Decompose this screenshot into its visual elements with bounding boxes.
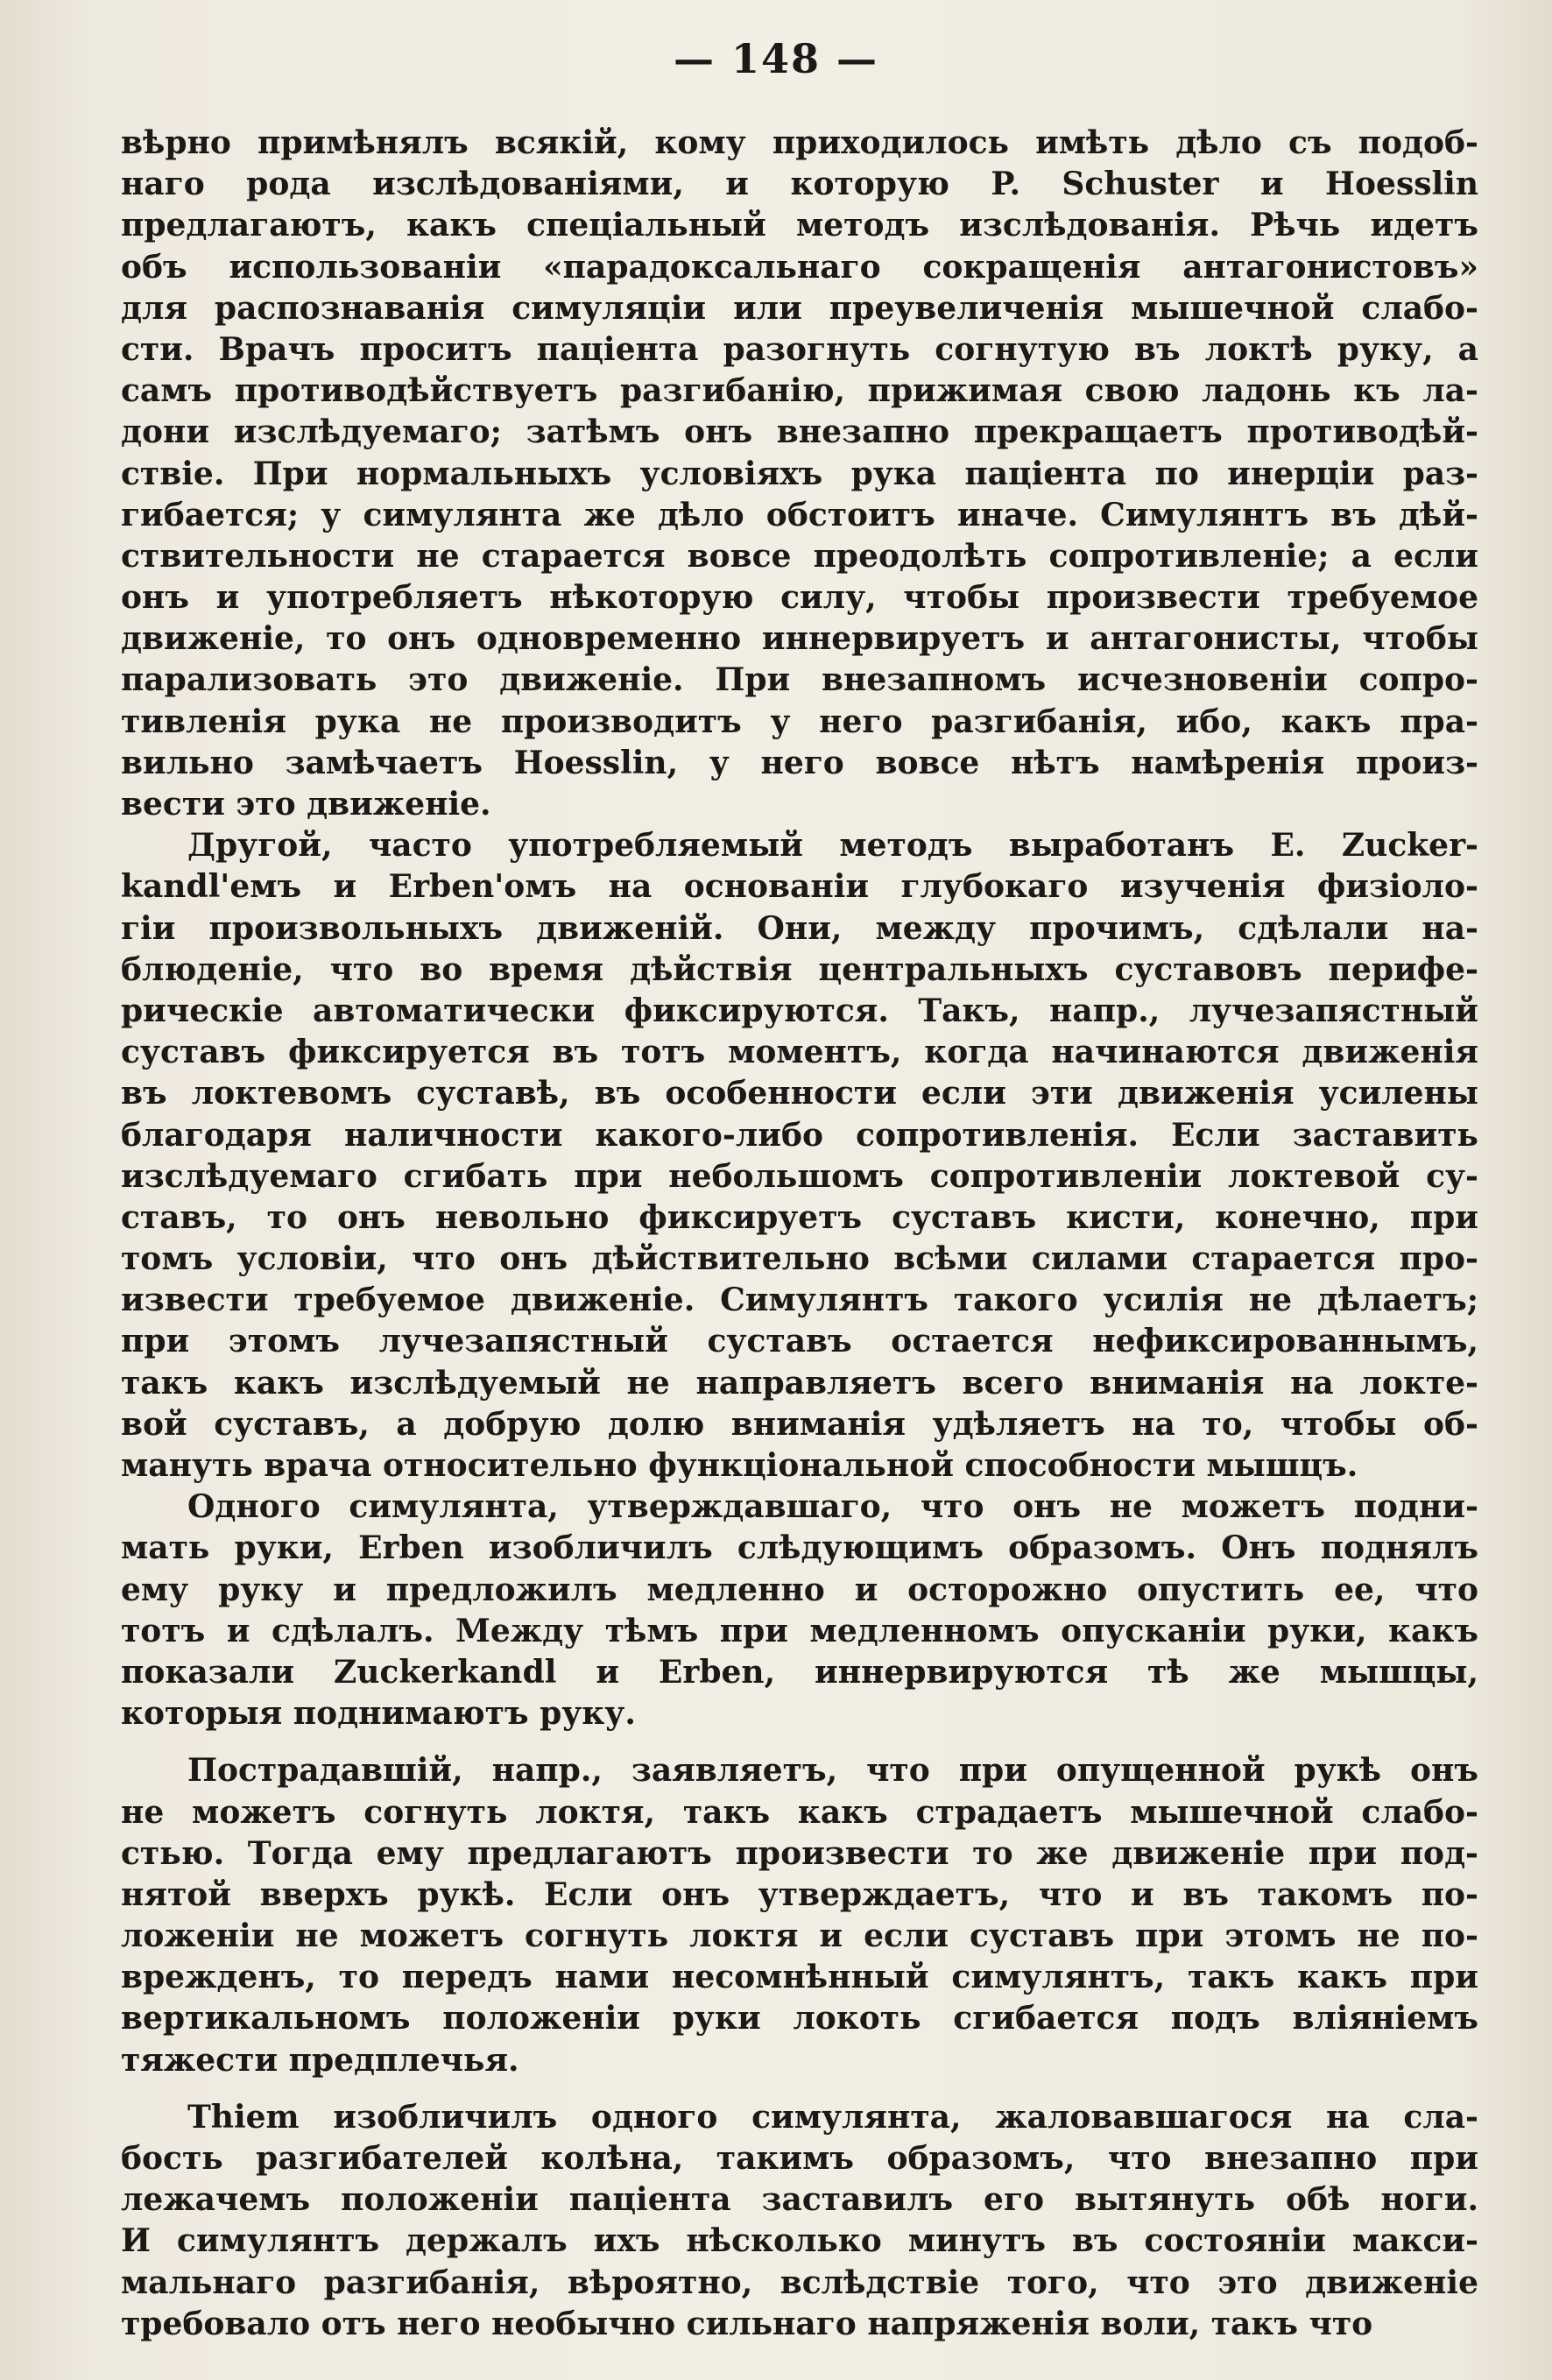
text-line: не можетъ согнуть локтя, такъ какъ страдаетъ мышечной слабо- xyxy=(121,1793,1478,1831)
text-line: при этомъ лучезапястный суставъ остается нефиксированнымъ, xyxy=(121,1323,1478,1360)
text-line: вести это движеніе. xyxy=(121,786,491,823)
text-line: движеніе, то онъ одновременно иннервируетъ и антагонисты, чтобы xyxy=(121,620,1478,658)
text-line: тяжести предплечья. xyxy=(121,2041,519,2079)
text-line: парализовать это движеніе. При внезапномъ исчезновеніи сопро- xyxy=(121,661,1478,699)
text-line: ложеніи не можетъ согнуть локтя и если суставъ при этомъ не по- xyxy=(121,1917,1478,1955)
text-line: объ использованіи «парадоксальнаго сокращенія антагонистовъ» xyxy=(121,248,1478,286)
text-line: суставъ фиксируется въ тотъ моментъ, когда начинаются движенія xyxy=(121,1034,1478,1071)
text-line: требовало отъ него необычно сильнаго напряженія воли, такъ что xyxy=(121,2305,1373,2342)
text-line: вѣрно примѣнялъ всякій, кому приходилось имѣть дѣло съ подоб- xyxy=(121,124,1478,161)
body-text xyxy=(121,123,1478,2345)
text-line: Одного симулянта, утверждавшаго, что онъ не можетъ подни- xyxy=(187,1488,1478,1526)
text-line: такъ какъ изслѣдуемый не направляетъ всего вниманія на локте- xyxy=(121,1364,1478,1402)
text-line: предлагаютъ, какъ спеціальный методъ изслѣдованія. Рѣчь идетъ xyxy=(121,207,1478,244)
text-line: наго рода изслѣдованіями, и которую P. Schuster и Hoesslin xyxy=(121,166,1478,203)
text-line: kandl'емъ и Erben'омъ на основаніи глубокаго изученія физіоло- xyxy=(121,868,1478,906)
text-line: мальнаго разгибанія, вѣроятно, вслѣдствіе того, что это движеніе xyxy=(121,2263,1478,2301)
page-number: — 148 — xyxy=(673,35,879,82)
text-line: Другой, часто употребляемый методъ выработанъ E. Zucker- xyxy=(187,827,1478,865)
text-line: благодаря наличности какого-либо сопротивленія. Если заставить xyxy=(121,1116,1478,1154)
text-line: мать руки, Erben изобличилъ слѣдующимъ образомъ. Онъ поднялъ xyxy=(121,1529,1478,1567)
text-line: рическіе автоматически фиксируются. Такъ, напр., лучезапястный xyxy=(121,992,1478,1029)
text-line: Thiem изобличилъ одного симулянта, жаловавшагося на сла- xyxy=(187,2098,1478,2136)
text-line: стью. Тогда ему предлагаютъ произвести то же движеніе при под- xyxy=(121,1834,1478,1872)
text-line: изслѣдуемаго сгибать при небольшомъ сопротивленіи локтевой су- xyxy=(121,1157,1478,1195)
text-line: которыя поднимаютъ руку. xyxy=(121,1695,636,1733)
paragraph xyxy=(121,1487,1478,1734)
text-line: онъ и употребляетъ нѣкоторую силу, чтобы произвести требуемое xyxy=(121,579,1478,617)
text-line: дони изслѣдуемаго; затѣмъ онъ внезапно прекращаетъ противодѣй- xyxy=(121,413,1478,451)
text-line: гіи произвольныхъ движеній. Они, между прочимъ, сдѣлали на- xyxy=(121,909,1478,947)
text-line: бость разгибателей колѣна, такимъ образомъ, что внезапно при xyxy=(121,2140,1478,2177)
text-line: показали Zuckerkandl и Erben, иннервируются тѣ же мышцы, xyxy=(121,1653,1478,1691)
text-line: нятой вверхъ рукѣ. Если онъ утверждаетъ, что и въ такомъ по- xyxy=(121,1875,1478,1913)
text-line: вильно замѣчаетъ Hoesslin, у него вовсе нѣтъ намѣренія произ- xyxy=(121,744,1478,781)
text-line: тивленія рука не производитъ у него разгибанія, ибо, какъ пра- xyxy=(121,703,1478,740)
text-line: ствительности не старается вовсе преодолѣть сопротивленіе; а если xyxy=(121,537,1478,575)
text-line: тотъ и сдѣлалъ. Между тѣмъ при медленномъ опусканіи руки, какъ xyxy=(121,1612,1478,1649)
text-line: вертикальномъ положеніи руки локоть сгибается подъ вліяніемъ xyxy=(121,2000,1478,2037)
text-line: ему руку и предложилъ медленно и осторожно опустить ее, что xyxy=(121,1571,1478,1608)
paragraph-gap xyxy=(121,1734,1478,1750)
text-line: для распознаванія симуляціи или преувеличенія мышечной слабо- xyxy=(121,289,1478,327)
text-line: вой суставъ, а добрую долю вниманія удѣляетъ на то, чтобы об- xyxy=(121,1405,1478,1443)
text-line: самъ противодѣйствуетъ разгибанію, прижимая свою ладонь къ ла- xyxy=(121,372,1478,410)
text-line: ставъ, то онъ невольно фиксируетъ суставъ кисти, конечно, при xyxy=(121,1198,1478,1236)
text-line: И симулянтъ держалъ ихъ нѣсколько минутъ въ состояніи макси- xyxy=(121,2222,1478,2260)
text-line: извести требуемое движеніе. Симулянтъ такого усилія не дѣлаетъ; xyxy=(121,1282,1478,1319)
text-line: блюденіе, что во время дѣйствія центральныхъ суставовъ перифе- xyxy=(121,950,1478,988)
text-line: Пострадавшій, напр., заявляетъ, что при опущенной рукѣ онъ xyxy=(187,1752,1478,1790)
paragraph xyxy=(121,825,1478,1487)
text-line: сти. Врачъ проситъ паціента разогнуть согнутую въ локтѣ руку, а xyxy=(121,330,1478,368)
paragraph xyxy=(121,2097,1478,2345)
text-line: гибается; у симулянта же дѣло обстоитъ иначе. Симулянтъ въ дѣй- xyxy=(121,496,1478,533)
text-line: мануть врача относительно функціональной способности мышцъ. xyxy=(121,1447,1358,1484)
text-line: врежденъ, то передъ нами несомнѣнный симулянтъ, такъ какъ при xyxy=(121,1959,1478,1996)
paragraph xyxy=(121,123,1478,825)
paragraph-gap xyxy=(121,2081,1478,2097)
paragraph xyxy=(121,1750,1478,2081)
text-line: ствіе. При нормальныхъ условіяхъ рука паціента по инерціи раз- xyxy=(121,455,1478,492)
text-line: томъ условіи, что онъ дѣйствительно всѣми силами старается про- xyxy=(121,1240,1478,1278)
text-line: въ локтевомъ суставѣ, въ особенности если эти движенія усилены xyxy=(121,1075,1478,1112)
text-line: лежачемъ положеніи паціента заставилъ его вытянуть обѣ ноги. xyxy=(121,2181,1478,2219)
